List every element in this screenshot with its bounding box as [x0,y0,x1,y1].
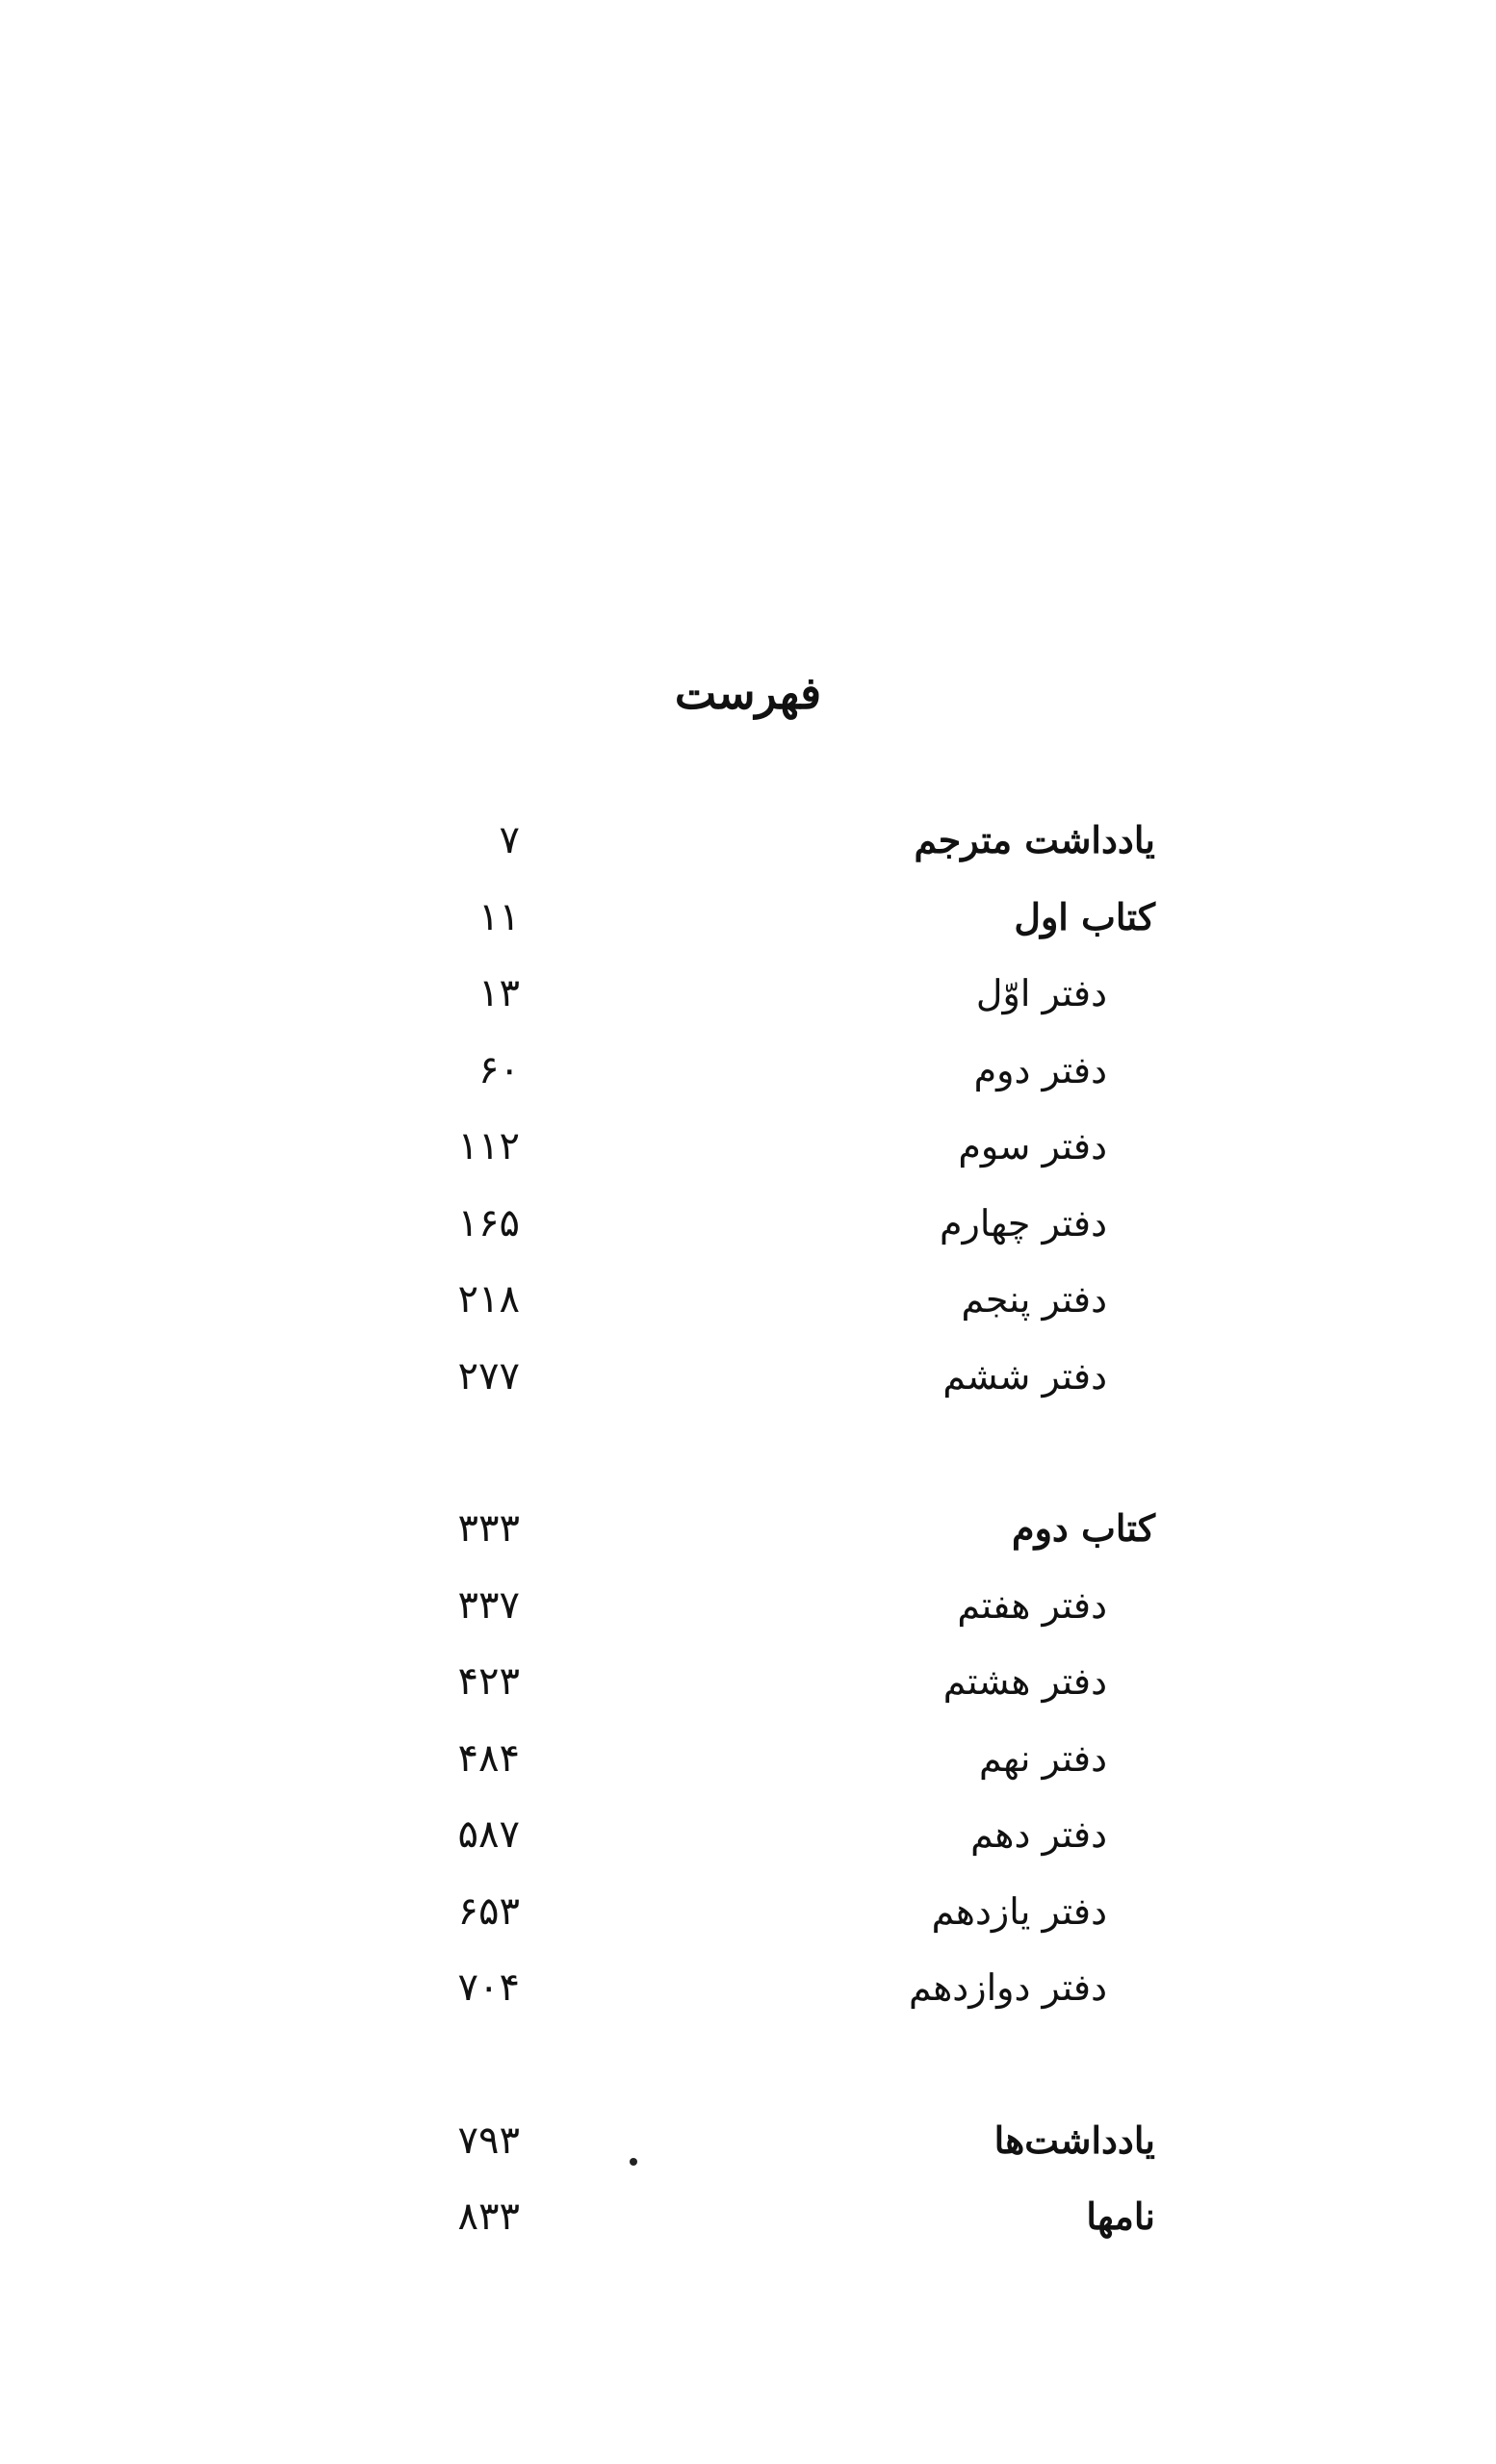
toc-entry-page: ۱۱۲ [457,1124,520,1168]
toc-entry [424,1187,1155,1264]
toc-entry-page: ۷۰۴ [457,1965,520,2010]
toc-entry-page: ۴۲۳ [457,1659,520,1704]
toc-entry [424,1645,1155,1722]
toc-entry [424,1340,1155,1417]
toc-entry-label: دفتر سوم [958,1125,1107,1168]
toc-entry-page: ۱۳ [478,971,520,1015]
toc-entry [424,1569,1155,1646]
toc-entry [424,1798,1155,1875]
toc-entry-label: دفتر دوم [973,1048,1107,1091]
toc-entry [424,957,1155,1034]
toc-entry [424,1722,1155,1799]
toc-entry-label: دفتر پنجم [961,1278,1107,1321]
toc-entry [424,804,1155,881]
toc-entry-label: دفتر چهارم [939,1201,1107,1245]
toc-entry-page: ۶۵۳ [457,1888,520,1934]
toc-entry-label: دفتر دهم [970,1813,1107,1856]
toc-entry [424,1875,1155,1952]
toc-entry [424,1263,1155,1340]
toc-entry-label: دفتر ششم [942,1354,1107,1398]
toc-entry-label: کتاب اول [1014,894,1155,938]
toc-entry-label: یادداشت مترجم [914,818,1155,861]
toc-entry-page: ۳۳۳ [457,1506,520,1551]
toc-entry-page: ۱۶۵ [457,1200,520,1245]
toc-entry [424,1110,1155,1187]
toc-entry-page: ۸۳۳ [457,2194,520,2239]
toc-entry [424,2180,1155,2257]
toc-entry-page: ۳۳۷ [457,1582,520,1628]
toc-entry-page: ۷۹۳ [457,2118,520,2163]
toc-entry-page: ۴۸۴ [457,1735,520,1781]
ink-dot [630,2158,637,2166]
toc-entry-label: دفتر یازدهم [931,1889,1107,1933]
toc-entry [424,1951,1155,2028]
toc-entry-label: دفتر نهم [979,1736,1107,1780]
page-title: فهرست [674,667,822,719]
toc-entry-label: دفتر دوازدهم [908,1966,1107,2009]
toc-entry-label: یادداشت‌ها [993,2118,1155,2162]
toc-entry-page: ۲۷۷ [457,1353,520,1399]
toc-entry-page: ۱۱ [478,894,520,939]
toc-entry-label: دفتر اوّل [975,972,1107,1014]
toc-entry-page: ۵۸۷ [457,1812,520,1857]
toc-entry [424,2104,1155,2181]
toc-entry-label: دفتر هفتم [957,1583,1107,1627]
toc-entry-page: ۶۰ [478,1047,520,1092]
toc-list [424,804,1155,2257]
toc-entry-label: دفتر هشتم [942,1660,1107,1703]
toc-entry-label: نامها [1086,2194,1155,2238]
toc-entry-page: ۲۱۸ [457,1277,520,1322]
toc-entry [424,1034,1155,1111]
toc-entry-label: کتاب دوم [1012,1506,1155,1550]
toc-entry-page: ۷ [499,818,520,862]
toc-entry [424,1492,1155,1569]
toc-entry [424,881,1155,958]
